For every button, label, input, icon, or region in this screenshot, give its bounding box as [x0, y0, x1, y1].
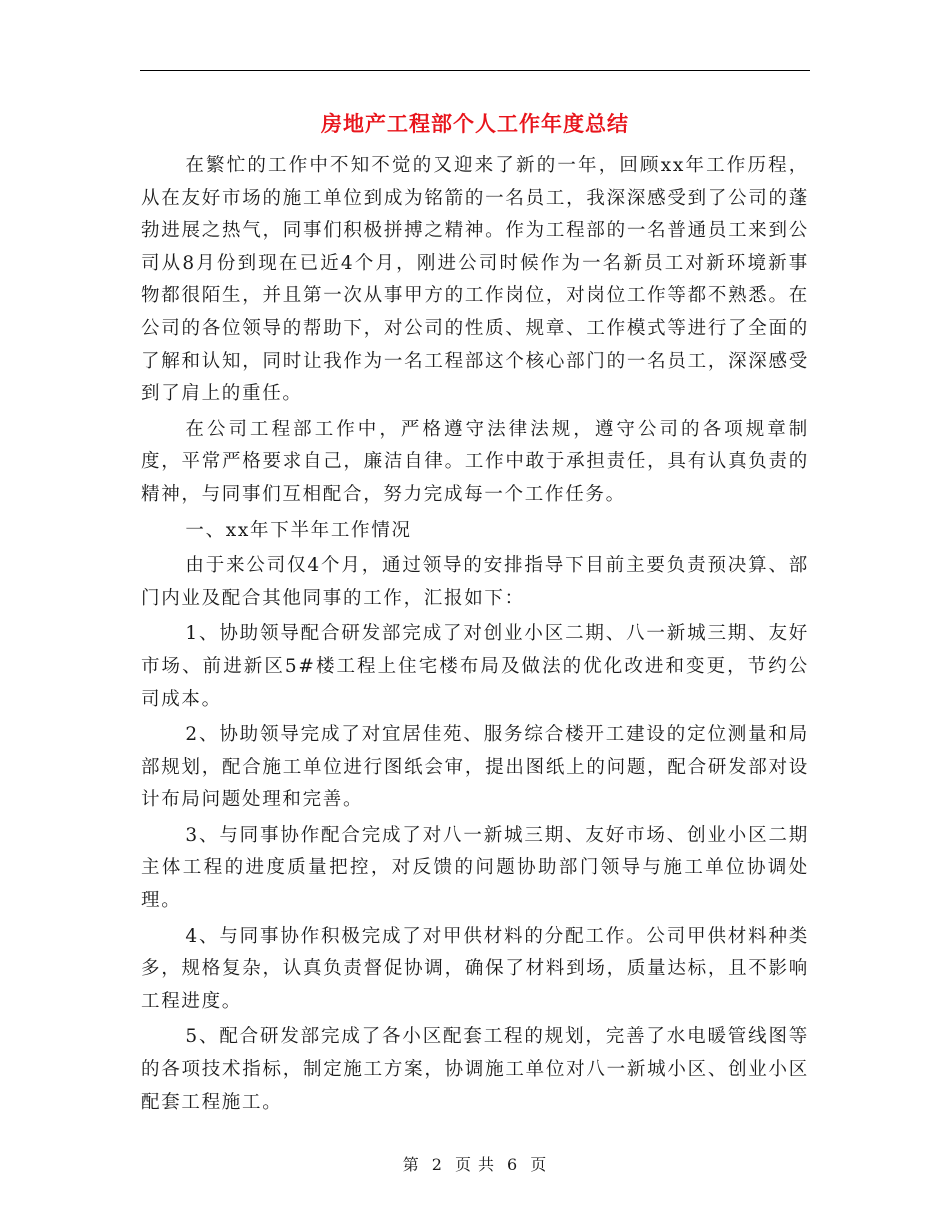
list-item-5: 5、配合研发部完成了各小区配套工程的规划，完善了水电暖管线图等的各项技术指标，制定施工方案，协调施工单位对八一新城小区、创业小区配套工程施工。	[141, 1026, 809, 1113]
document-title: 房地产工程部个人工作年度总结	[321, 111, 629, 136]
list-item-2: 2、协助领导完成了对宜居佳苑、服务综合楼开工建设的定位测量和局部规划，配合施工单位进行图纸会审，提出图纸上的问题，配合研发部对设计布局问题处理和完善。	[141, 724, 809, 811]
list-item-1: 1、协助领导配合研发部完成了对创业小区二期、八一新城三期、友好市场、前进新区5#楼工程上住宅楼布局及做法的优化改进和变更，节约公司成本。	[141, 623, 809, 710]
page-label-mid: 页 共	[454, 1155, 496, 1174]
paragraph-overview: 由于来公司仅4个月，通过领导的安排指导下目前主要负责预决算、部门内业及配合其他同事的工作，汇报如下：	[141, 555, 809, 609]
page-footer	[0, 1153, 950, 1177]
page-number-total: 6	[507, 1155, 519, 1174]
page-number-current: 2	[431, 1155, 443, 1174]
header-rule	[140, 70, 810, 71]
section-heading: 一、xx年下半年工作情况	[185, 519, 412, 541]
list-item-4: 4、与同事协作积极完成了对甲供材料的分配工作。公司甲供材料种类多，规格复杂，认真负责督促协调，确保了材料到场，质量达标，且不影响工程进度。	[141, 925, 809, 1012]
list-item-3: 3、与同事协作配合完成了对八一新城三期、友好市场、创业小区二期主体工程的进度质量把控，对反馈的问题协助部门领导与施工单位协调处理。	[141, 824, 809, 912]
page-label-prefix: 第	[402, 1155, 420, 1174]
paragraph-conduct: 在公司工程部工作中，严格遵守法律法规，遵守公司的各项规章制度，平常严格要求自己，廉洁自律。工作中敢于承担责任，具有认真负责的精神，与同事们互相配合，努力完成每一个工作任务。	[141, 418, 809, 505]
paragraph-intro: 在繁忙的工作中不知不觉的又迎来了新的一年，回顾xx年工作历程，从在友好市场的施工单位到成为铭箭的一名员工，我深深感受到了公司的蓬勃进展之热气，同事们积极拼搏之精神。作为工程部的一名普通员工来到公司从8月份到现在已近4个月，刚进公司时候作为一名新员工对新环境新事物都很陌生，并且第一次从事甲方的工作岗位，对岗位工作等都不熟悉。在公司的各位领导的帮助下，对公司的性质、规章、工作模式等进行了全面的了解和认知，同时让我作为一名工程部这个核心部门的一名员工，深深感受到了肩上的重任。	[141, 155, 809, 405]
document-body	[141, 150, 809, 1122]
page-label-suffix: 页	[530, 1155, 548, 1174]
